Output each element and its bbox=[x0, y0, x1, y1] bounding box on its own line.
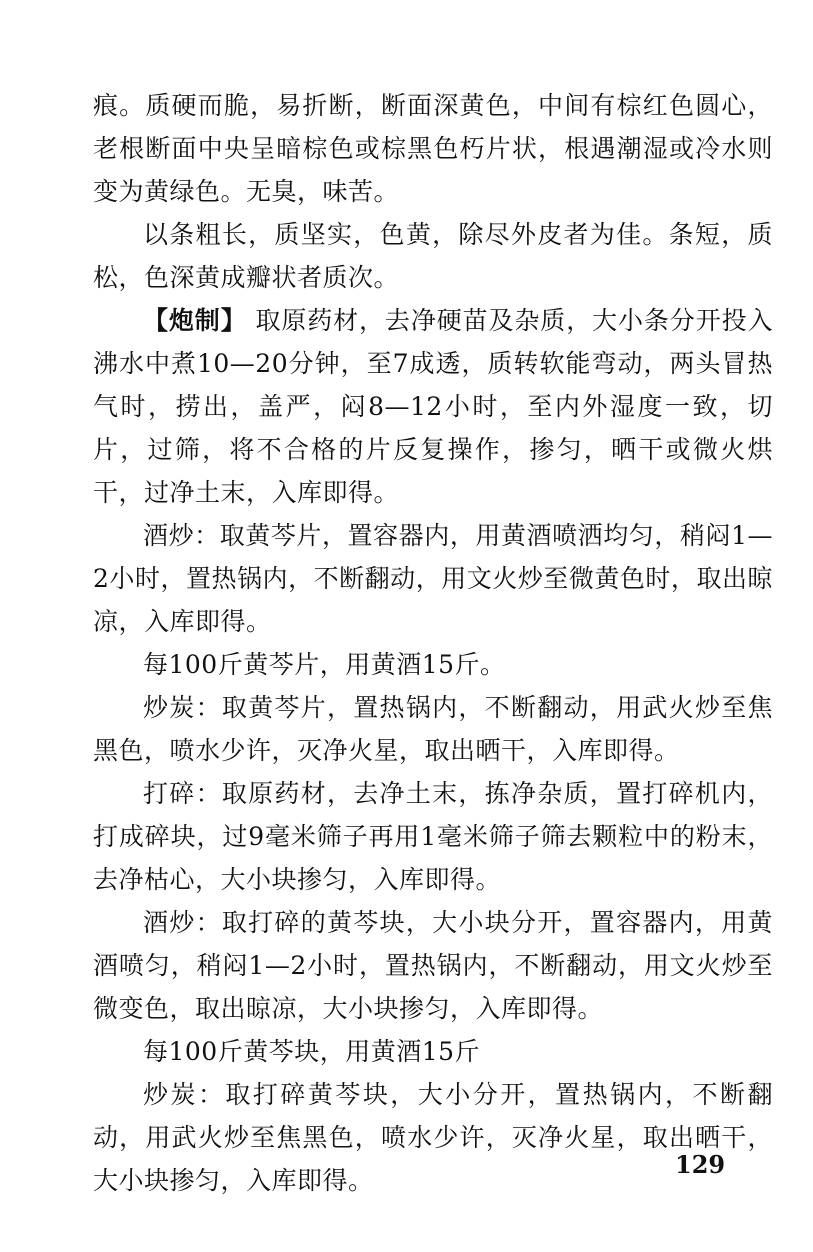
paragraph-wine-ratio-pieces: 每100斤黄芩块，用黄酒15斤 bbox=[143, 1037, 481, 1066]
processing-body: 取原药材，去净硬苗及杂质，大小条分开投入沸水中煮10—20分钟，至7成透，质转软能弯动，两头冒热气时，捞出，盖严，闷8—12小时，至内外湿度一致，切片，过筛，将不合格的片反复操作，掺匀，晒干或微火烘干，过净土末，入库即得。 bbox=[93, 306, 773, 507]
paragraph-wine-fry-slices: 酒炒：取黄芩片，置容器内，用黄酒喷洒均匀，稍闷1—2小时，置热锅内，不断翻动，用文火炒至微黄色时，取出晾凉，入库即得。 bbox=[93, 521, 773, 636]
paragraph-processing bbox=[93, 299, 773, 514]
paragraph-description-continued: 痕。质硬而脆，易折断，断面深黄色，中间有棕红色圆心，老根断面中央呈暗棕色或棕黑色朽片状，根遇潮湿或冷水则变为黄绿色。无臭，味苦。 bbox=[93, 91, 773, 206]
paragraph-crushing: 打碎：取原药材，去净土末，拣净杂质，置打碎机内，打成碎块，过9毫米筛子再用1毫米筛子筛去颗粒中的粉末，去净枯心，大小块掺匀，入库即得。 bbox=[93, 779, 773, 894]
paragraph-charring-pieces: 炒炭：取打碎黄芩块，大小分开，置热锅内，不断翻动，用武火炒至焦黑色，喷水少许，灭净火星，取出晒干，大小块掺匀，入库即得。 bbox=[93, 1080, 773, 1195]
section-heading-processing: 【炮制】 bbox=[143, 306, 247, 335]
body-text bbox=[93, 84, 773, 1202]
paragraph-wine-fry-pieces: 酒炒：取打碎的黄芩块，大小块分开，置容器内，用黄酒喷匀，稍闷1—2小时，置热锅内，不断翻动，用文火炒至微变色，取出晾凉，大小块掺匀，入库即得。 bbox=[93, 908, 773, 1023]
page-number: 129 bbox=[675, 1150, 726, 1179]
paragraph-quality-grading: 以条粗长，质坚实，色黄，除尽外皮者为佳。条短，质松，色深黄成瓣状者质次。 bbox=[93, 220, 773, 292]
paragraph-wine-ratio-slices: 每100斤黄芩片，用黄酒15斤。 bbox=[143, 650, 506, 679]
paragraph-charring-slices: 炒炭：取黄芩片，置热锅内，不断翻动，用武火炒至焦黑色，喷水少许，灭净火星，取出晒干，入库即得。 bbox=[93, 693, 773, 765]
